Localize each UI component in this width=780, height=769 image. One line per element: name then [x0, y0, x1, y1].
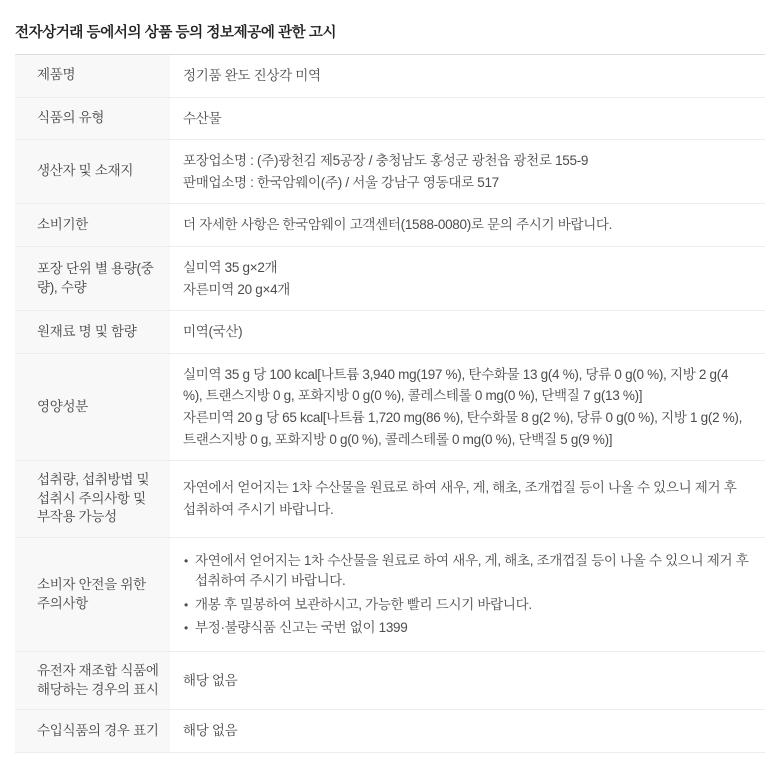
table-row: [15, 652, 765, 710]
table-row: [15, 204, 765, 247]
table-row: [15, 98, 765, 141]
value-line: 정기품 완도 진상각 미역: [183, 68, 321, 83]
row-label: 수입식품의 경우 표기: [15, 710, 170, 752]
row-value: [170, 710, 765, 752]
row-label: 영양성분: [15, 354, 170, 460]
value-line: 더 자세한 사항은 한국암웨이 고객센터(1588-0080)로 문의 주시기 바랍니다.: [183, 217, 613, 233]
row-label: 제품명: [15, 55, 170, 97]
row-value: [170, 140, 765, 203]
row-value: [170, 204, 765, 246]
table-row: [15, 354, 765, 461]
value-line: 해당 없음: [183, 723, 238, 739]
bullet-item: • 부정·불량식품 신고는 국번 없이 1399: [183, 618, 749, 638]
value-line: 해당 없음: [183, 672, 238, 688]
row-label: 섭취량, 섭취방법 및 섭취시 주의사항 및 부작용 가능성: [15, 461, 170, 537]
value-line: 실미역 35 g 당 100 kcal[나트륨 3,940 mg(197 %), 탄수화물 13 g(4 %), 당류 0 g(0 %), 지방 2 g(4 %), 트랜스지방 0 g, 포화지방 0 g(0 %), 콜레스테롤 0 mg(0 %), 단백질 7 g(13 %)]: [183, 366, 729, 404]
row-label: 식품의 유형: [15, 98, 170, 140]
bullet-item: • 자연에서 얻어지는 1차 수산물을 원료로 하여 새우, 게, 해초, 조개껍질 등이 나올 수 있으니 제거 후 섭취하여 주시기 바랍니다.: [183, 551, 749, 592]
table-row: [15, 311, 765, 354]
row-label: 포장 단위 별 용량(중량), 수량: [15, 247, 170, 310]
table-row: [15, 140, 765, 204]
value-line: 포장업소명 : (주)광천김 제5공장 / 충청남도 홍성군 광천읍 광천로 155-9: [183, 153, 589, 169]
row-label: 유전자 재조합 식품에 해당하는 경우의 표시: [15, 652, 170, 709]
row-value: [170, 354, 765, 460]
table-row: [15, 55, 765, 98]
row-label: 생산자 및 소재지: [15, 140, 170, 203]
row-label: 소비기한: [15, 204, 170, 246]
table-row: [15, 247, 765, 311]
page-title: 전자상거래 등에서의 상품 등의 정보제공에 관한 고시: [15, 25, 337, 41]
value-line: 자른미역 20 g×4개: [183, 281, 291, 297]
value-line: 자연에서 얻어지는 1차 수산물을 원료로 하여 새우, 게, 해초, 조개껍질 등이 나올 수 있으니 제거 후 섭취하여 주시기 바랍니다.: [183, 480, 737, 518]
row-value: [170, 55, 765, 97]
value-line: 실미역 35 g×2개: [183, 259, 278, 275]
table-row: [15, 710, 765, 753]
row-label: 원재료 명 및 함량: [15, 311, 170, 353]
row-value: [170, 538, 765, 651]
row-value: [170, 98, 765, 140]
value-line: 수산물: [183, 110, 222, 126]
caution-bullet-list: [183, 548, 749, 641]
row-value: [170, 311, 765, 353]
row-value: [170, 461, 765, 537]
value-line: 판매업소명 : 한국암웨이(주) / 서울 강남구 영동대로 517: [183, 174, 499, 190]
row-value: [170, 247, 765, 310]
value-line: 미역(국산): [183, 324, 243, 340]
row-value: [170, 652, 765, 709]
value-line: 자른미역 20 g 당 65 kcal[나트륨 1,720 mg(86 %), 탄수화물 8 g(2 %), 당류 0 g(0 %), 지방 1 g(2 %), 트랜스지방 0 g, 포화지방 0 g(0 %), 콜레스테롤 0 mg(0 %), 단백질 5 g(9 %)]: [183, 409, 743, 447]
table-row: [15, 538, 765, 652]
bullet-item: • 개봉 후 밀봉하여 보관하시고, 가능한 빨리 드시기 바랍니다.: [183, 595, 749, 615]
product-info-table: [15, 54, 765, 753]
row-label: 소비자 안전을 위한 주의사항: [15, 538, 170, 651]
table-row: [15, 461, 765, 538]
